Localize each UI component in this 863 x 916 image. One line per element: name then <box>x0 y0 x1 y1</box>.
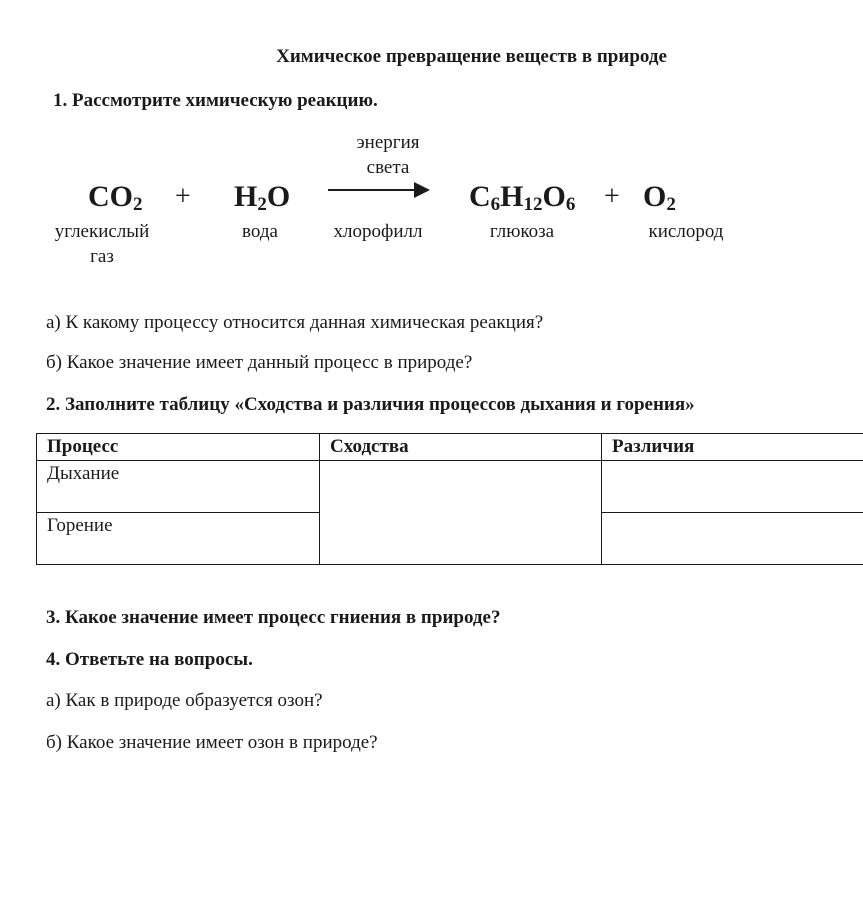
formula-glucose-c-sub: 6 <box>490 194 501 215</box>
name-water: вода <box>242 221 278 242</box>
formula-co2 <box>88 180 143 215</box>
formula-o2-base: O <box>643 180 667 213</box>
reaction-arrow-icon <box>414 182 430 198</box>
question-2-heading: 2. Заполните таблицу «Сходства и различия процессов дыхания и горения» <box>46 394 695 415</box>
formula-o2-sub: 2 <box>666 194 676 215</box>
formula-glucose-c: C <box>469 180 491 213</box>
table-row <box>37 461 863 513</box>
formula-o2 <box>643 180 676 215</box>
table-cell-similarities-answer[interactable] <box>320 461 602 565</box>
table-header-process: Процесс <box>37 434 320 461</box>
table-header-similarities: Сходства <box>320 434 602 461</box>
question-1a: а) К какому процессу относится данная химическая реакция? <box>46 312 544 333</box>
formula-co2-sub: 2 <box>133 194 143 215</box>
question-4b: б) Какое значение имеет озон в природе? <box>46 732 378 753</box>
table-header-differences: Различия <box>602 434 863 461</box>
reaction-condition-light: света <box>366 157 410 178</box>
comparison-table <box>36 433 863 565</box>
table-cell-differences-respiration[interactable] <box>602 461 863 513</box>
question-3-heading: 3. Какое значение имеет процесс гниения в природе? <box>46 607 501 628</box>
formula-glucose-h-sub: 12 <box>523 194 543 215</box>
table-header-row <box>37 434 863 461</box>
formula-h2o-h: H <box>234 180 258 213</box>
formula-glucose-h: H <box>500 180 524 213</box>
name-oxygen: кислород <box>648 221 724 242</box>
reaction-arrow-line <box>328 189 416 191</box>
plus-sign-1: + <box>175 181 191 212</box>
question-1b: б) Какое значение имеет данный процесс в природе? <box>46 352 473 373</box>
plus-sign-2: + <box>604 181 620 212</box>
table-cell-respiration: Дыхание <box>37 461 320 513</box>
name-glucose: глюкоза <box>489 221 555 242</box>
page-title: Химическое превращение веществ в природе <box>276 46 667 67</box>
reaction-condition-energy: энергия <box>356 132 420 153</box>
name-carbon-dioxide-line1: углекислый <box>54 221 150 242</box>
question-1-heading: 1. Рассмотрите химическую реакцию. <box>53 90 378 111</box>
formula-co2-base: CO <box>88 180 133 213</box>
formula-glucose <box>469 180 576 215</box>
formula-glucose-o: O <box>542 180 566 213</box>
table-cell-combustion: Горение <box>37 513 320 565</box>
question-4a: а) Как в природе образуется озон? <box>46 690 323 711</box>
formula-h2o-o: O <box>266 180 291 213</box>
table-cell-differences-combustion[interactable] <box>602 513 863 565</box>
formula-h2o-sub: 2 <box>257 194 267 215</box>
formula-h2o <box>234 180 291 215</box>
name-carbon-dioxide-line2: газ <box>90 246 114 267</box>
formula-glucose-o-sub: 6 <box>565 194 576 215</box>
question-4-heading: 4. Ответьте на вопросы. <box>46 649 253 670</box>
reaction-condition-chlorophyll: хлорофилл <box>333 221 423 242</box>
